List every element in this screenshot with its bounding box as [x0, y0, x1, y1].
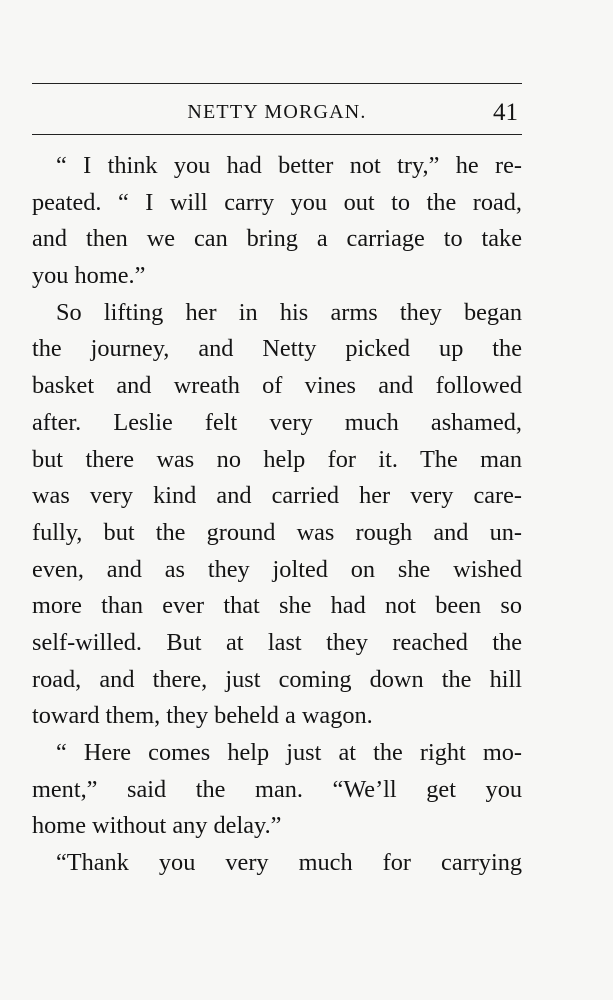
- text-line: “Thank you very much for carrying: [56, 849, 522, 877]
- text-line: after. Leslie felt very much ashamed,: [32, 408, 522, 436]
- text-line: basket and wreath of vines and followed: [32, 372, 522, 400]
- text-line: even, and as they jolted on she wished: [32, 555, 522, 583]
- text-line: was very kind and carried her very care-: [32, 482, 522, 510]
- page-number: 41: [493, 99, 518, 126]
- text-line: but there was no help for it. The man: [32, 445, 522, 473]
- text-line: fully, but the ground was rough and un-: [32, 518, 522, 546]
- text-line: self-willed. But at last they reached the: [32, 628, 522, 656]
- running-title: NETTY MORGAN.: [187, 101, 367, 123]
- header-rule-bottom: [32, 134, 522, 135]
- text-line: the journey, and Netty picked up the: [32, 335, 522, 363]
- text-line: So lifting her in his arms they began: [56, 298, 522, 326]
- body-text: [32, 148, 522, 882]
- text-line: toward them, they beheld a wagon.: [32, 702, 373, 730]
- text-line: “ I think you had better not try,” he re-: [56, 152, 522, 179]
- text-line: road, and there, just coming down the hill: [32, 665, 522, 693]
- header-rule-top: [32, 83, 522, 84]
- text-line: more than ever that she had not been so: [32, 592, 522, 620]
- text-line: home without any delay.”: [32, 812, 282, 840]
- text-line: peated. “ I will carry you out to the road,: [32, 188, 522, 216]
- text-line: and then we can bring a carriage to take: [32, 225, 522, 253]
- text-line: ment,” said the man. “We’ll get you: [32, 775, 522, 803]
- text-line: “ Here comes help just at the right mo-: [56, 739, 522, 766]
- page-header: [32, 99, 522, 129]
- text-line: you home.”: [32, 262, 146, 290]
